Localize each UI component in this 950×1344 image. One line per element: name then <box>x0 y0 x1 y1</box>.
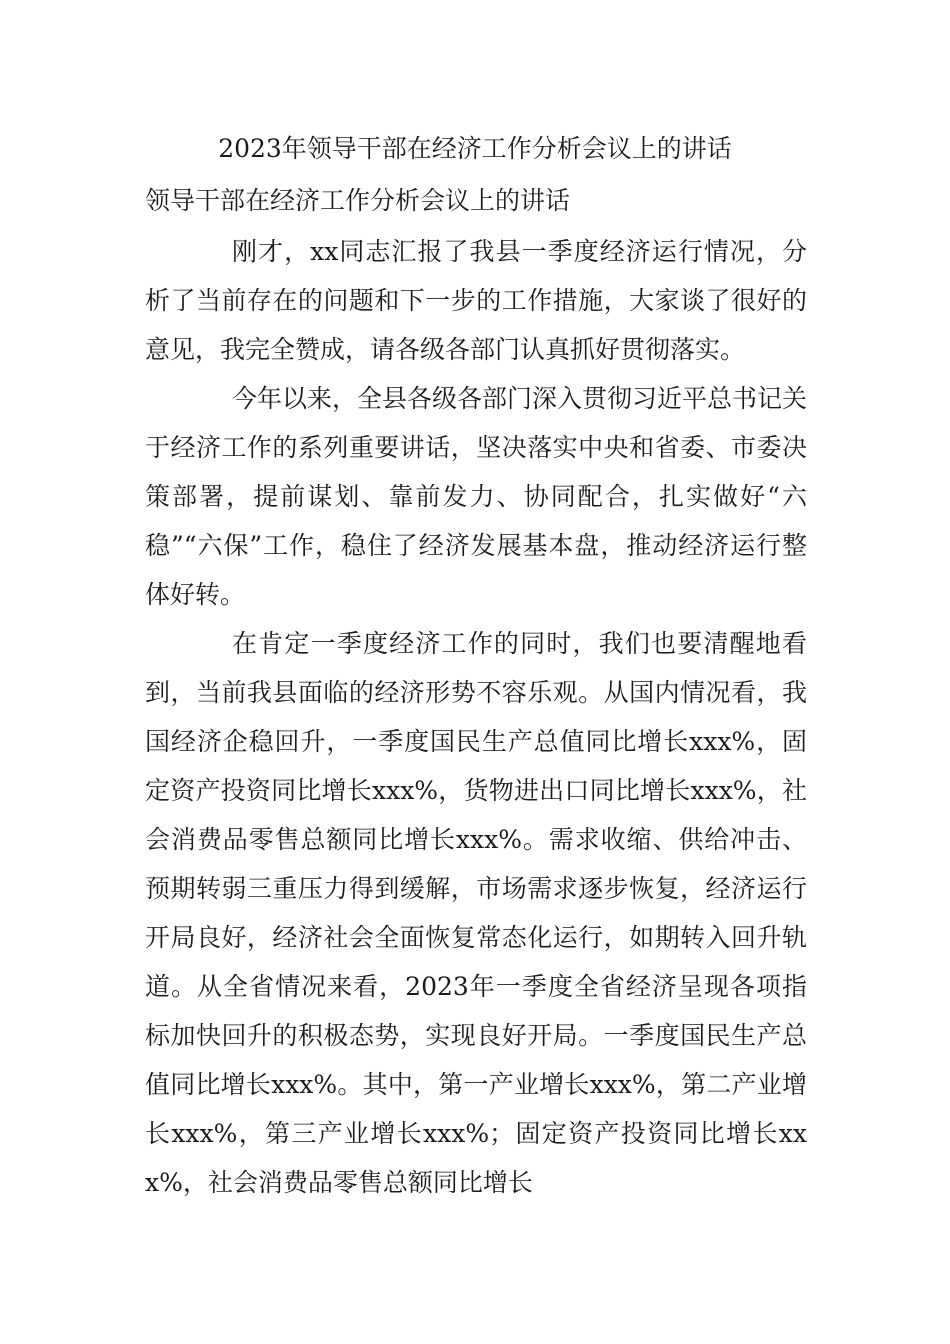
document-title: 2023年领导干部在经济工作分析会议上的讲话 <box>218 134 732 163</box>
document-body <box>145 227 807 1207</box>
paragraph-3: 在肯定一季度经济工作的同时，我们也要清醒地看到，当前我县面临的经济形势不容乐观。从国内情况看，我国经济企稳回升，一季度国民生产总值同比增长xxx%，固定资产投资同比增长xxx%，货物进出口同比增长xxx%，社会消费品零售总额同比增长xxx%。需求收缩、供给冲击、预期转弱三重压力得到缓解，市场需求逐步恢复，经济运行开局良好，经济社会全面恢复常态化运行，如期转入回升轨道。从全省情况来看，2023年一季度全省经济呈现各项指标加快回升的积极态势，实现良好开局。一季度国民生产总值同比增长xxx%。其中，第一产业增长xxx%，第二产业增长xxx%，第三产业增长xxx%；固定资产投资同比增长xxx%，社会消费品零售总额同比增长 <box>145 629 807 1197</box>
document-subtitle: 领导干部在经济工作分析会议上的讲话 <box>145 186 571 215</box>
paragraph-1: 刚才，xx同志汇报了我县一季度经济运行情况，分析了当前存在的问题和下一步的工作措施，大家谈了很好的意见，我完全赞成，请各级各部门认真抓好贯彻落实。 <box>145 237 807 364</box>
paragraph-2: 今年以来，全县各级各部门深入贯彻习近平总书记关于经济工作的系列重要讲话，坚决落实中央和省委、市委决策部署，提前谋划、靠前发力、协同配合，扎实做好“六稳”“六保”工作，稳住了经济发展基本盘，推动经济运行整体好转。 <box>145 384 808 609</box>
